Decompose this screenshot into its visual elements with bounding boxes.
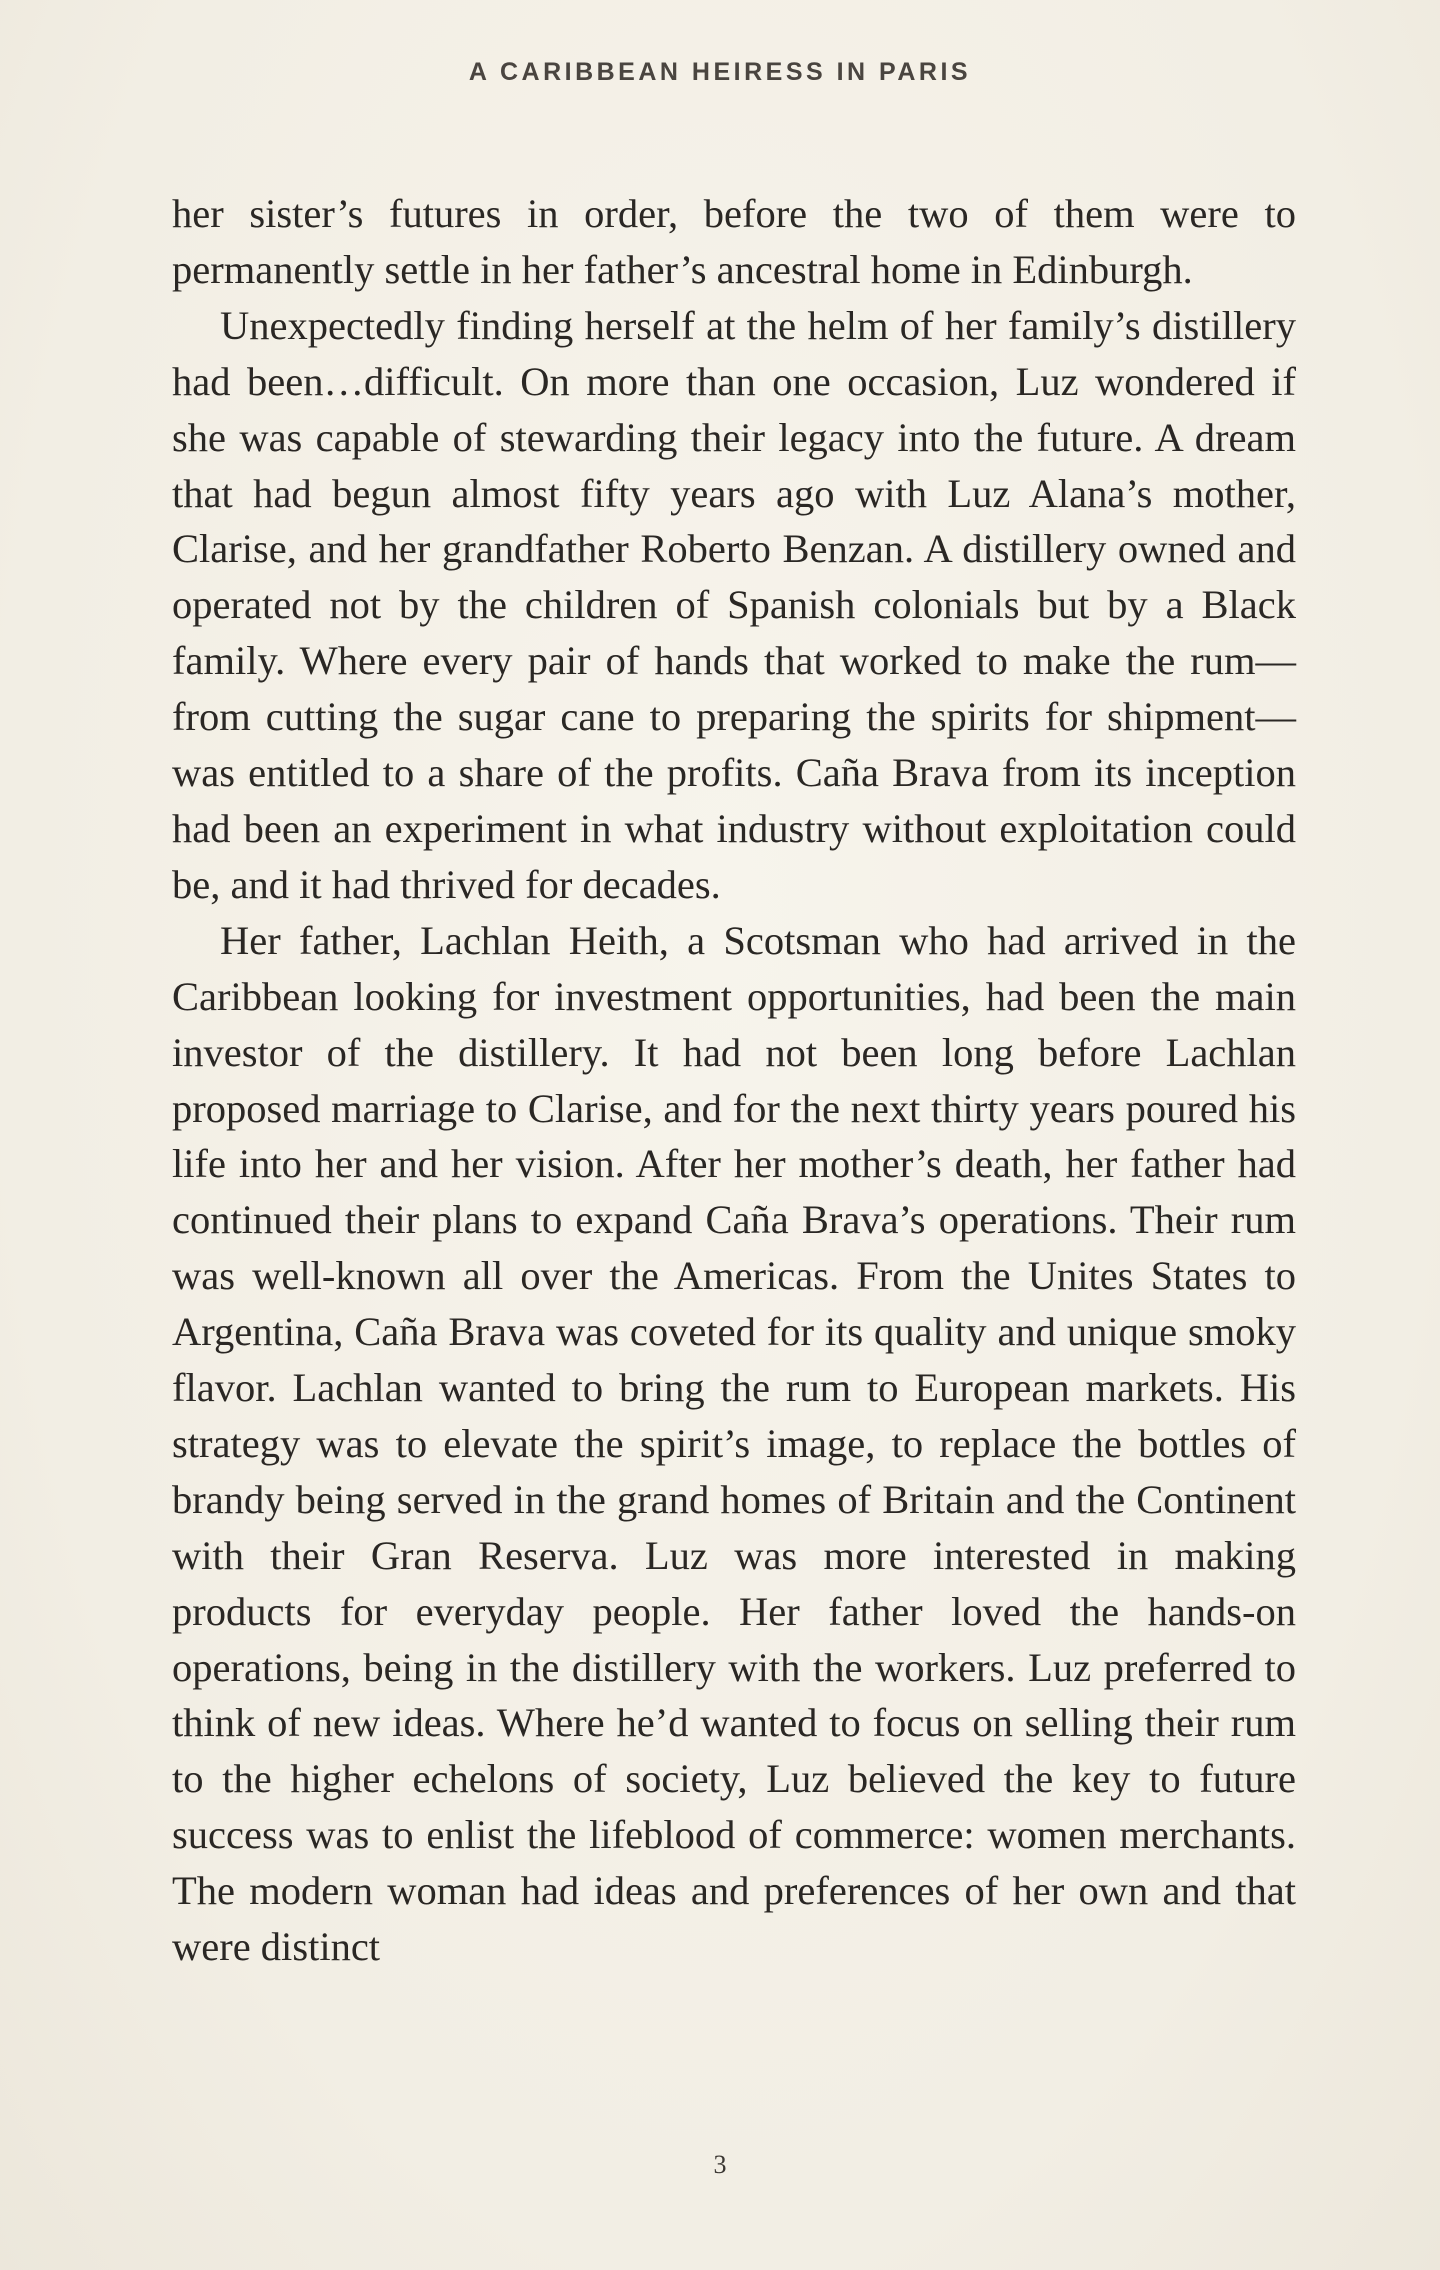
running-header: A CARIBBEAN HEIRESS IN PARIS: [468, 58, 972, 86]
paragraph-distillery: Unexpectedly finding herself at the helm of her family’s distillery had been…difficult. On more than one occasion, Luz wondered if she was capable of stewarding their legacy into the future. A dream that had begun almost fifty years ago with Luz Alana’s mother, Clarise, and her grandfather Roberto Benzan. A distillery owned and operated not by the children of Spanish colonials but by a Black family. Where every pair of hands that worked to make the rum—from cutting the sugar cane to preparing the spirits for shipment—was entitled to a share of the profits. Caña Brava from its inception had been an experiment in what industry without exploitation could be, and it had thrived for decades.: [172, 302, 1296, 907]
paragraph-continued: her sister’s futures in order, before the two of them were to permanently settle in her father’s ancestral home in Edinburgh.: [172, 191, 1296, 292]
page-number: 3: [713, 2150, 727, 2179]
paragraph-father: Her father, Lachlan Heith, a Scotsman who had arrived in the Caribbean looking for investment opportunities, had been the main investor of the distillery. It had not been long before Lachlan proposed marriage to Clarise, and for the next thirty years poured his life into her and her vision. After her mother’s death, her father had continued their plans to expand Caña Brava’s operations. Their rum was well-known all over the Americas. From the Unites States to Argentina, Caña Brava was coveted for its quality and unique smoky flavor. Lachlan wanted to bring the rum to European markets. His strategy was to elevate the spirit’s image, to replace the bottles of brandy being served in the grand homes of Britain and the Continent with their Gran Reserva. Luz was more interested in making products for everyday people. Her father loved the hands-on operations, being in the distillery with the workers. Luz preferred to think of new ideas. Where he’d wanted to focus on selling their rum to the higher echelons of society, Luz believed the key to future success was to enlist the lifeblood of commerce: women merchants. The modern woman had ideas and preferences of her own and that were distinct: [172, 917, 1296, 1970]
body-text: [172, 186, 1296, 1975]
